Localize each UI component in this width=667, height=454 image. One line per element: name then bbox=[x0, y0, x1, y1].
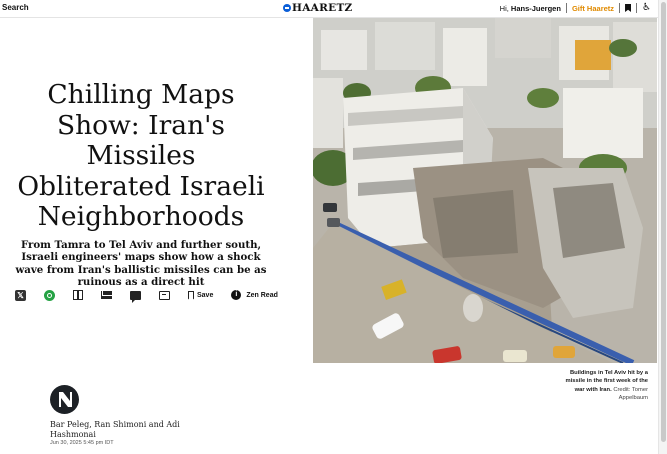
bookmark-outline-icon bbox=[188, 291, 194, 300]
photo-credit: Credit: Tomer Appelbaum bbox=[613, 386, 648, 402]
user-greeting[interactable] bbox=[500, 4, 561, 13]
article-subheadline: From Tamra to Tel Aviv and further south, Israeli engineers' maps show how a shock wave from Iran's ballistic missiles can be as ruinous as a direct hit bbox=[15, 239, 267, 289]
destroyed-buildings-photo bbox=[313, 18, 657, 363]
caption-text: Buildings in Tel Aviv hit by a missile in the first week of the war with Iran. bbox=[565, 370, 648, 393]
publish-date: Jun 30, 2025 5:45 pm IDT bbox=[50, 440, 114, 446]
divider bbox=[619, 3, 620, 13]
x-icon[interactable]: 𝕏 bbox=[15, 290, 26, 301]
bookmark-icon[interactable] bbox=[625, 4, 631, 12]
whatsapp-icon[interactable] bbox=[44, 290, 55, 301]
divider bbox=[566, 3, 567, 13]
accessibility-icon[interactable]: ♿︎ bbox=[642, 2, 651, 13]
zen-read-button[interactable] bbox=[231, 290, 278, 300]
divider bbox=[636, 3, 637, 13]
print-icon[interactable] bbox=[159, 291, 170, 300]
zen-info-icon: i bbox=[231, 290, 241, 300]
author-avatar[interactable] bbox=[50, 385, 79, 414]
mail-icon[interactable] bbox=[101, 291, 112, 299]
haaretz-author-logo-icon bbox=[50, 385, 79, 414]
page-scrollbar[interactable] bbox=[658, 0, 667, 454]
gift-haaretz-link[interactable]: Gift Haaretz bbox=[571, 3, 615, 13]
article-photo[interactable] bbox=[313, 18, 657, 363]
zen-read-label: Zen Read bbox=[246, 291, 278, 299]
logo-text: HAARETZ bbox=[292, 2, 353, 14]
account-area bbox=[500, 3, 651, 13]
save-label: Save bbox=[197, 291, 214, 299]
photo-caption bbox=[556, 369, 648, 403]
top-navigation-bar bbox=[0, 0, 659, 18]
gift-icon[interactable] bbox=[73, 290, 83, 300]
haaretz-logo[interactable] bbox=[283, 2, 353, 14]
search-link[interactable]: Search bbox=[2, 3, 29, 12]
article-headline: Chilling Maps Show: Iran's Missiles Obliterated Israeli Neighborhoods bbox=[17, 79, 265, 232]
share-toolbar bbox=[15, 288, 296, 302]
scrollbar-thumb[interactable] bbox=[661, 2, 666, 442]
user-name: Hans-Juergen bbox=[510, 3, 561, 13]
save-button[interactable] bbox=[188, 291, 213, 300]
greeting-prefix: Hi, bbox=[499, 3, 509, 13]
author-names[interactable]: Bar Peleg, Ran Shimoni and Adi Hashmonai bbox=[50, 420, 180, 439]
comment-icon[interactable] bbox=[130, 291, 141, 300]
haaretz-logo-icon bbox=[283, 4, 291, 12]
